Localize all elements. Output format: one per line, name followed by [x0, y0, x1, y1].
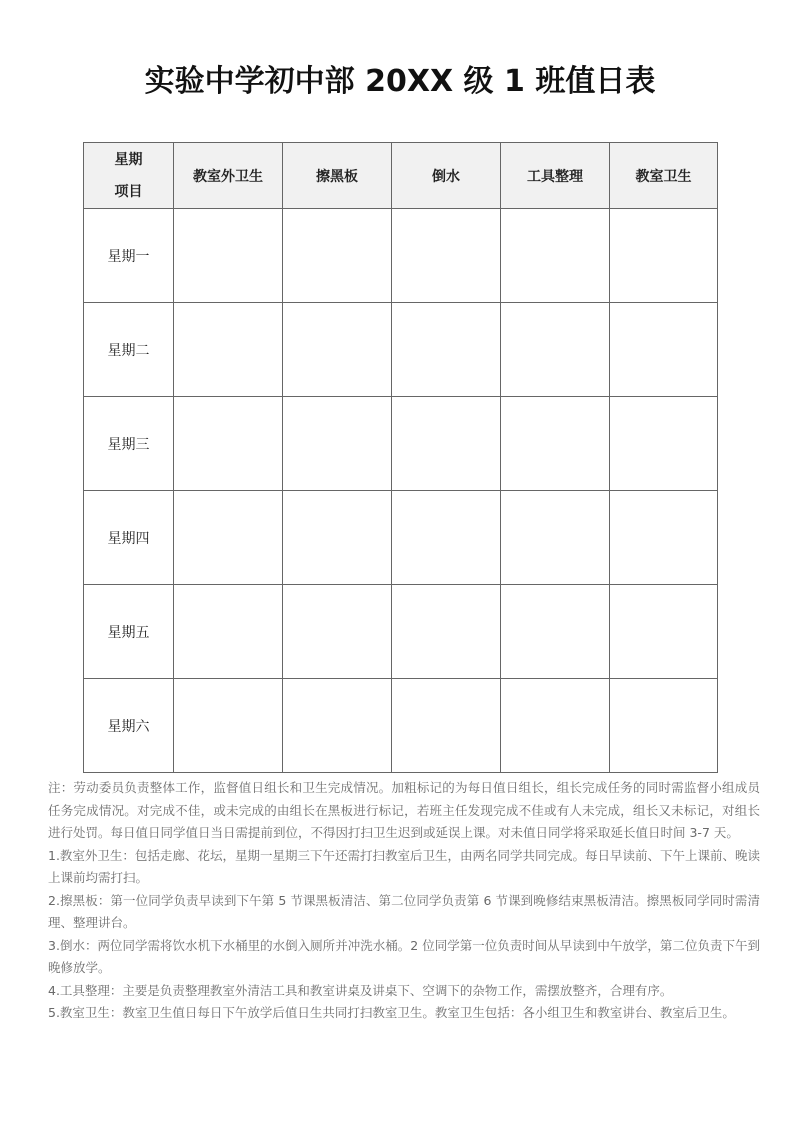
corner-weekday-label: 星期: [114, 151, 143, 168]
note-blackboard: 2.擦黑板：第一位同学负责早读到下午第 5 节课黑板清洁、第二位同学负责第 6 节课到晚修结束黑板清洁。擦黑板同学同时需清理、整理讲台。: [48, 892, 760, 930]
table-cell: [501, 397, 610, 491]
row-day-label: 星期二: [84, 303, 174, 397]
table-row: [84, 585, 718, 679]
table-cell: [392, 585, 501, 679]
duty-table: [83, 142, 718, 773]
table-cell: [392, 209, 501, 303]
note-classroom-cleaning: 5.教室卫生：教室卫生值日每日下午放学后值日生共同打扫教室卫生。教室卫生包括：各小组卫生和教室讲台、教室后卫生。: [48, 1005, 735, 1020]
note-general: 注：劳动委员负责整体工作，监督值日组长和卫生完成情况。加粗标记的为每日值日组长，组长完成任务的同时需监督小组成员任务完成情况。对完成不佳，或未完成的由组长在黑板进行标记，若班主任发现完成不佳或有人未完成，组长又未标记，对组长进行处罚。每日值日同学值日当日需提前到位，不得因打扫卫生迟到或延误上课。对未值日同学将采取延长值日时间 3-7 天。: [48, 780, 760, 840]
notes-section: [48, 777, 760, 1025]
table-row: [84, 679, 718, 773]
table-cell: [283, 303, 392, 397]
table-cell: [283, 209, 392, 303]
row-day-label: 星期三: [84, 397, 174, 491]
corner-task-label: 项目: [114, 183, 143, 200]
table-cell: [501, 303, 610, 397]
table-cell: [283, 679, 392, 773]
page-title: 实验中学初中部 20XX 级 1 班值日表: [144, 64, 656, 99]
row-day-label: 星期一: [84, 209, 174, 303]
row-day-label: 星期四: [84, 491, 174, 585]
column-header-outdoor-cleaning: 教室外卫生: [174, 143, 283, 209]
table-cell: [283, 491, 392, 585]
table-row: [84, 209, 718, 303]
table-cell: [501, 209, 610, 303]
corner-header: [84, 143, 174, 209]
column-header-blackboard: 擦黑板: [283, 143, 392, 209]
table-cell: [174, 491, 283, 585]
table-cell: [174, 585, 283, 679]
table-cell: [392, 397, 501, 491]
table-cell: [610, 303, 718, 397]
table-row: [84, 397, 718, 491]
column-header-classroom-cleaning: 教室卫生: [610, 143, 718, 209]
table-cell: [610, 209, 718, 303]
table-cell: [610, 679, 718, 773]
table-cell: [283, 585, 392, 679]
table-row: [84, 491, 718, 585]
table-cell: [392, 679, 501, 773]
table-cell: [610, 397, 718, 491]
note-water: 3.倒水：两位同学需将饮水机下水桶里的水倒入厕所并冲洗水桶。2 位同学第一位负责时间从早读到中午放学，第二位负责下午到晚修放学。: [48, 937, 760, 975]
table-row: [84, 303, 718, 397]
note-tools: 4.工具整理：主要是负责整理教室外清洁工具和教室讲桌及讲桌下、空调下的杂物工作，需摆放整齐，合理有序。: [48, 982, 673, 998]
column-header-tools: 工具整理: [501, 143, 610, 209]
table-cell: [174, 303, 283, 397]
header-row: [84, 143, 718, 209]
table-cell: [174, 397, 283, 491]
table-cell: [610, 585, 718, 679]
row-day-label: 星期五: [84, 585, 174, 679]
table-cell: [174, 679, 283, 773]
row-day-label: 星期六: [84, 679, 174, 773]
table-cell: [501, 585, 610, 679]
table-cell: [610, 491, 718, 585]
table-cell: [501, 491, 610, 585]
table-cell: [283, 397, 392, 491]
table-cell: [392, 303, 501, 397]
table-cell: [501, 679, 610, 773]
table-cell: [392, 491, 501, 585]
table-cell: [174, 209, 283, 303]
note-outdoor-cleaning: 1.教室外卫生：包括走廊、花坛，星期一星期三下午还需打扫教室后卫生，由两名同学共同完成。每日早读前、下午上课前、晚读上课前均需打扫。: [48, 847, 760, 885]
column-header-water: 倒水: [392, 143, 501, 209]
